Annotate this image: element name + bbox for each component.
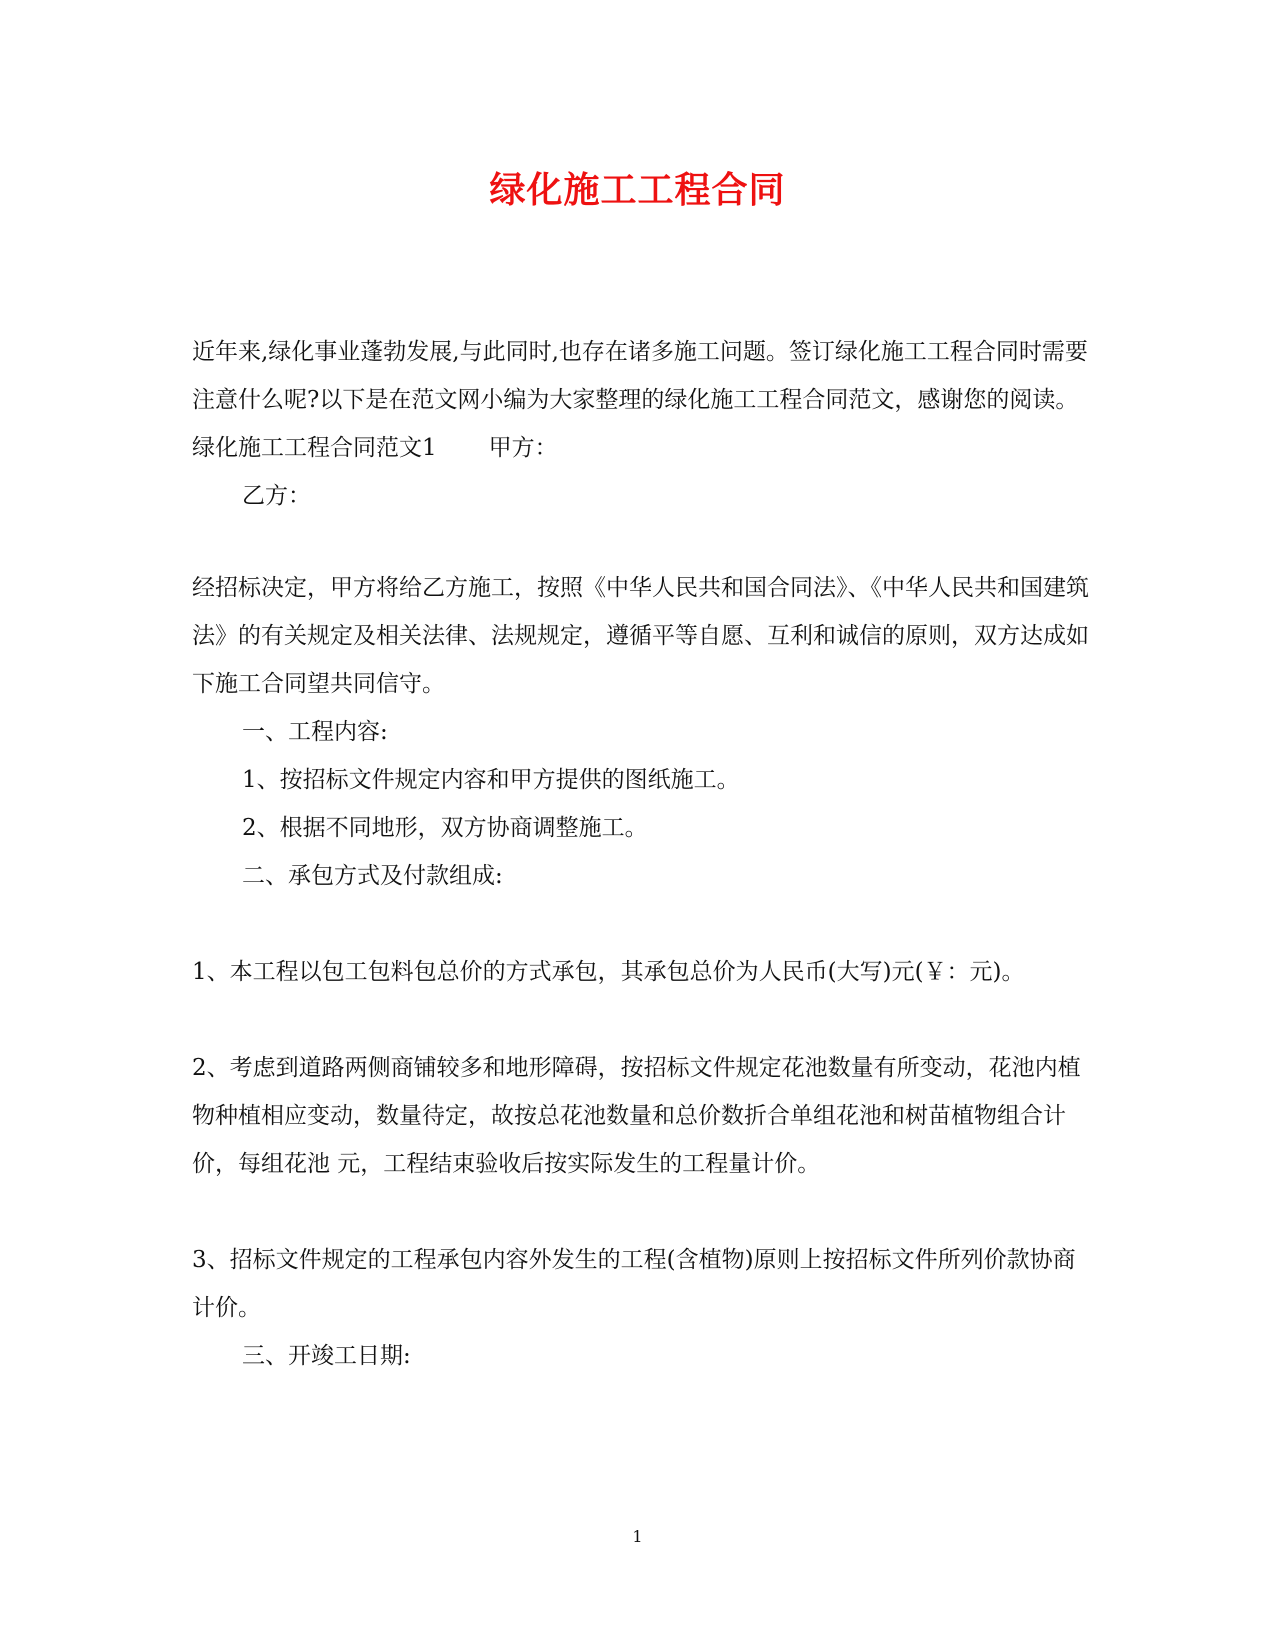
- party-b-label: 乙方：: [242, 483, 311, 509]
- document-body: [192, 328, 1092, 1380]
- section-2-heading: 二、承包方式及付款组成:: [242, 863, 503, 889]
- section-2-item-1: 1、本工程以包工包料包总价的方式承包，其承包总价为人民币(大写)元(￥：元)。: [192, 959, 1025, 985]
- sample-heading-line: [192, 424, 1092, 472]
- blank-line: [192, 900, 1092, 948]
- section-1-item-1: 1、按招标文件规定内容和甲方提供的图纸施工。: [242, 767, 740, 793]
- section-2-item-2: 2、考虑到道路两侧商铺较多和地形障碍，按招标文件规定花池数量有所变动，花池内植物种植相应变动，数量待定，故按总花池数量和总价数折合单组花池和树苗植物组合计价，每组花池 元，工程结束验收后按实际发生的工程量计价。: [192, 1055, 1081, 1177]
- intro-paragraph: 近年来,绿化事业蓬勃发展,与此同时,也存在诸多施工问题。签订绿化施工工程合同时需要注意什么呢?以下是在范文网小编为大家整理的绿化施工工程合同范文，感谢您的阅读。: [192, 339, 1088, 413]
- section-3-heading: 三、开竣工日期:: [242, 1343, 411, 1369]
- preamble-paragraph: 经招标决定，甲方将给乙方施工，按照《中华人民共和国合同法》、《中华人民共和国建筑法》的有关规定及相关法律、法规规定，遵循平等自愿、互利和诚信的原则，双方达成如下施工合同望共同信守。: [192, 575, 1089, 697]
- page-number: 1: [632, 1527, 643, 1546]
- document-title: 绿化施工工程合同: [489, 169, 786, 211]
- blank-line: [192, 996, 1092, 1044]
- section-1-item-2: 2、根据不同地形，双方协商调整施工。: [242, 815, 648, 841]
- blank-line: [192, 520, 1092, 564]
- section-1-heading: 一、工程内容:: [242, 719, 388, 745]
- blank-line: [192, 1188, 1092, 1236]
- section-2-item-3: 3、招标文件规定的工程承包内容外发生的工程(含植物)原则上按招标文件所列价款协商计价。: [192, 1247, 1076, 1321]
- party-a-label: 甲方：: [488, 435, 558, 461]
- sample-heading: 绿化施工工程合同范文1: [192, 435, 437, 461]
